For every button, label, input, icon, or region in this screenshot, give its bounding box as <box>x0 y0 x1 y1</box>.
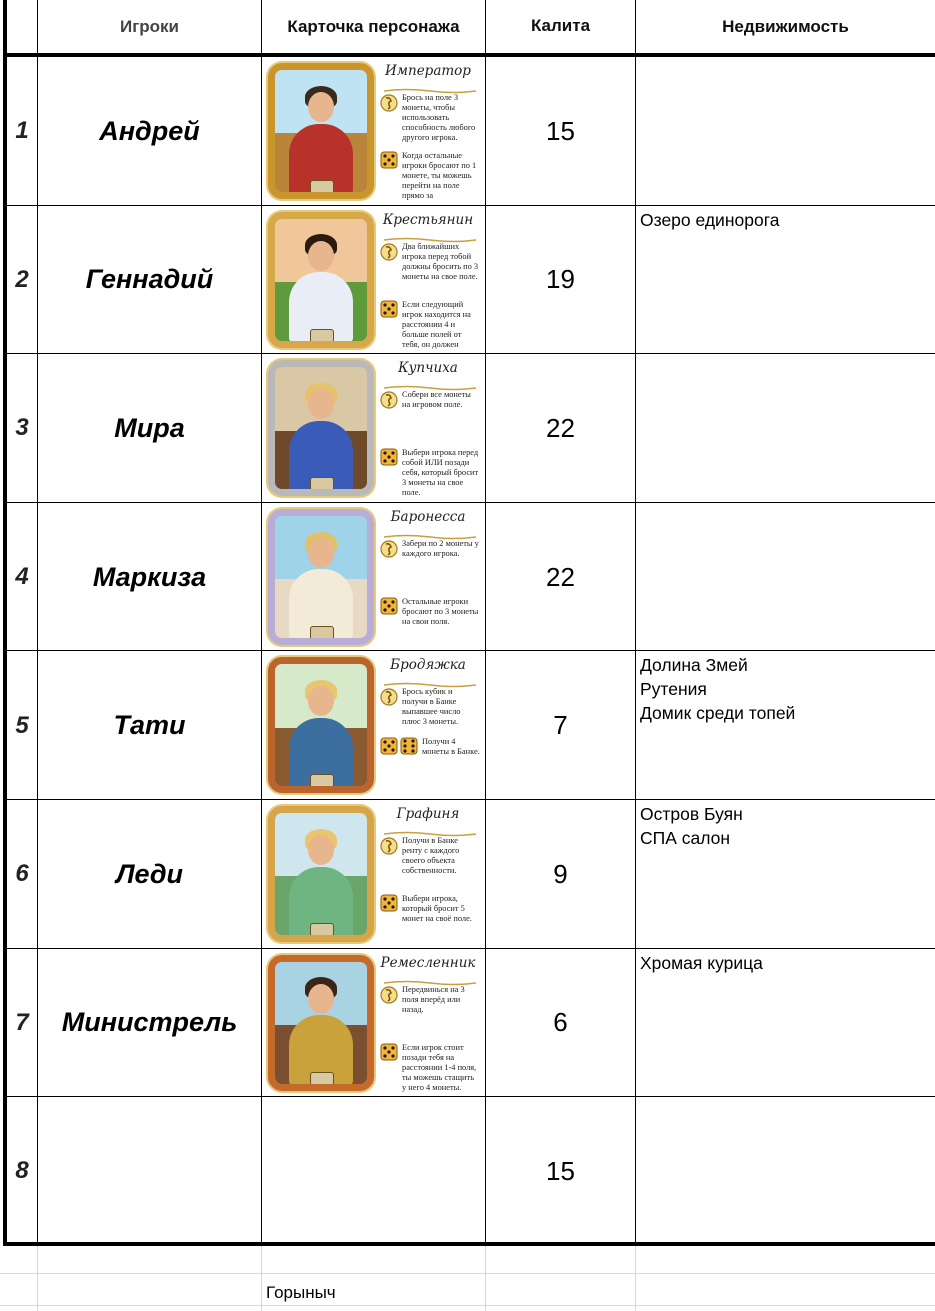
player-name[interactable]: Мира <box>114 412 185 443</box>
row-number: 1 <box>15 117 29 145</box>
property-list[interactable] <box>640 951 931 975</box>
character-card[interactable] <box>264 505 480 648</box>
player-name[interactable]: Маркиза <box>92 561 207 592</box>
ability-dice-text: Когда остальные игроки бросают по 1 монете, ты можешь перейти на поле прямо за <box>402 151 477 200</box>
ability-primary <box>380 836 480 876</box>
purse-value[interactable]: 15 <box>546 115 575 146</box>
character-portrait <box>268 806 374 942</box>
character-card[interactable] <box>264 208 480 351</box>
ornament-divider <box>382 973 478 979</box>
ability-primary <box>380 687 480 727</box>
character-card[interactable] <box>264 356 480 499</box>
player-name[interactable]: Геннадий <box>85 264 214 295</box>
property-item: Озеро единорога <box>640 209 780 230</box>
header-property: Недвижимость <box>722 17 849 36</box>
header-card: Карточка персонажа <box>287 17 460 36</box>
character-card[interactable] <box>264 802 480 945</box>
ability-dice <box>380 1043 480 1093</box>
ability-primary-text: Брось кубик и получи в Банке выпавшее число плюс 3 монеты. <box>402 687 461 727</box>
ability-primary-text: Два ближайших игрока перед тобой должны бросить по 3 монеты на свое поле. <box>402 241 479 281</box>
character-card[interactable] <box>264 653 480 796</box>
property-list[interactable] <box>640 802 931 850</box>
ability-primary <box>380 539 480 559</box>
ability-dice <box>380 300 480 351</box>
property-list[interactable] <box>640 653 931 725</box>
ornament-divider <box>382 378 478 384</box>
property-item: Домик среди топей <box>640 703 796 724</box>
purse-value[interactable]: 19 <box>546 264 575 295</box>
ability-dice <box>380 597 480 627</box>
header-purse: Калита <box>530 16 591 35</box>
ability-dice <box>380 894 480 924</box>
ability-primary <box>380 242 480 282</box>
ability-primary-text: Забери по 2 монеты у каждого игрока. <box>402 538 479 558</box>
character-title: Император <box>385 63 471 79</box>
purse-value[interactable]: 22 <box>546 561 575 592</box>
character-title: Графиня <box>396 806 460 822</box>
ability-dice <box>380 151 480 202</box>
ability-dice-text: Выбери игрока перед собой ИЛИ позади себя, который бросит 3 монеты на свое поле. <box>402 448 479 498</box>
extra-cell-name[interactable]: Горыныч <box>266 1283 336 1302</box>
row-number: 8 <box>15 1157 29 1185</box>
player-name[interactable]: Леди <box>115 858 184 889</box>
property-list[interactable] <box>640 208 931 232</box>
ability-primary <box>380 390 480 410</box>
purse-value[interactable]: 22 <box>546 412 575 443</box>
ability-primary-text: Получи в Банке ренту с каждого своего объекта собственности. <box>402 836 460 875</box>
row-number: 5 <box>15 711 29 739</box>
ornament-divider <box>382 675 478 681</box>
ornament-divider <box>382 81 478 87</box>
property-item: Остров Буян <box>640 804 743 824</box>
grid-line <box>0 1305 935 1306</box>
purse-value[interactable]: 6 <box>553 1007 568 1038</box>
grid-line <box>261 1246 262 1311</box>
character-title: Крестьянин <box>382 211 474 228</box>
ability-primary-text: Брось на поле 3 монеты, чтобы использовать способность любого другого игрока. <box>402 93 476 142</box>
character-portrait <box>268 509 374 645</box>
ability-dice-text: Получи 4 монеты в Банке. <box>422 737 480 757</box>
property-item: Рутения <box>640 679 707 700</box>
ability-dice <box>380 448 480 498</box>
character-portrait <box>268 63 374 199</box>
character-title: Баронесса <box>390 508 466 525</box>
character-title: Ремесленник <box>380 954 476 971</box>
row-number: 7 <box>15 1008 29 1036</box>
purse-value[interactable]: 7 <box>553 710 568 741</box>
character-portrait <box>268 657 374 793</box>
ability-primary-text: Передвинься на 3 поля вперёд или назад. <box>402 984 465 1014</box>
column-divider <box>261 0 262 1244</box>
row-number: 6 <box>15 860 29 888</box>
property-item: Хромая курица <box>640 952 763 973</box>
ability-dice-text: Если игрок стоит позади тебя на расстоянии 1-4 поля, ты можешь стащить у него 4 монеты. <box>402 1042 477 1092</box>
column-divider <box>635 0 636 1244</box>
grid-line <box>635 1246 636 1311</box>
grid-line <box>37 1246 38 1311</box>
ability-dice-text: Остальные игроки бросают по 3 монеты на свои поля. <box>402 596 479 626</box>
ability-primary <box>380 985 480 1015</box>
property-item: СПА салон <box>640 828 731 848</box>
property-item: Долина Змей <box>640 655 748 676</box>
purse-value[interactable]: 15 <box>546 1155 575 1186</box>
ornament-divider <box>382 527 478 533</box>
player-name[interactable]: Тати <box>113 710 186 741</box>
purse-value[interactable]: 9 <box>553 858 568 889</box>
character-portrait <box>268 212 374 348</box>
character-portrait <box>268 955 374 1091</box>
ability-primary <box>380 93 480 143</box>
row-number: 2 <box>15 265 29 293</box>
ability-dice-text: Если следующий игрок находится на расстоянии 4 и больше полей от тебя, он должен <box>402 299 471 349</box>
row-number: 4 <box>15 563 29 591</box>
ability-dice <box>380 737 480 757</box>
character-card[interactable] <box>264 59 480 202</box>
character-title: Купчиха <box>398 360 458 377</box>
ability-primary-text: Собери все монеты на игровом поле. <box>402 390 471 410</box>
player-name[interactable]: Андрей <box>99 115 200 146</box>
player-name[interactable]: Министрель <box>61 1007 238 1038</box>
character-portrait <box>268 360 374 496</box>
row-number: 3 <box>15 414 29 442</box>
player-name[interactable] <box>38 1097 261 1246</box>
character-card[interactable] <box>264 951 480 1094</box>
grid-line <box>485 1246 486 1311</box>
ornament-divider <box>382 824 478 830</box>
header-players: Игроки <box>119 17 180 36</box>
grid-line <box>0 1273 935 1274</box>
ability-dice-text: Выбери игрока, который бросит 5 монет на своё поле. <box>402 894 472 923</box>
character-title: Бродяжка <box>390 657 466 674</box>
ornament-divider <box>382 230 478 236</box>
